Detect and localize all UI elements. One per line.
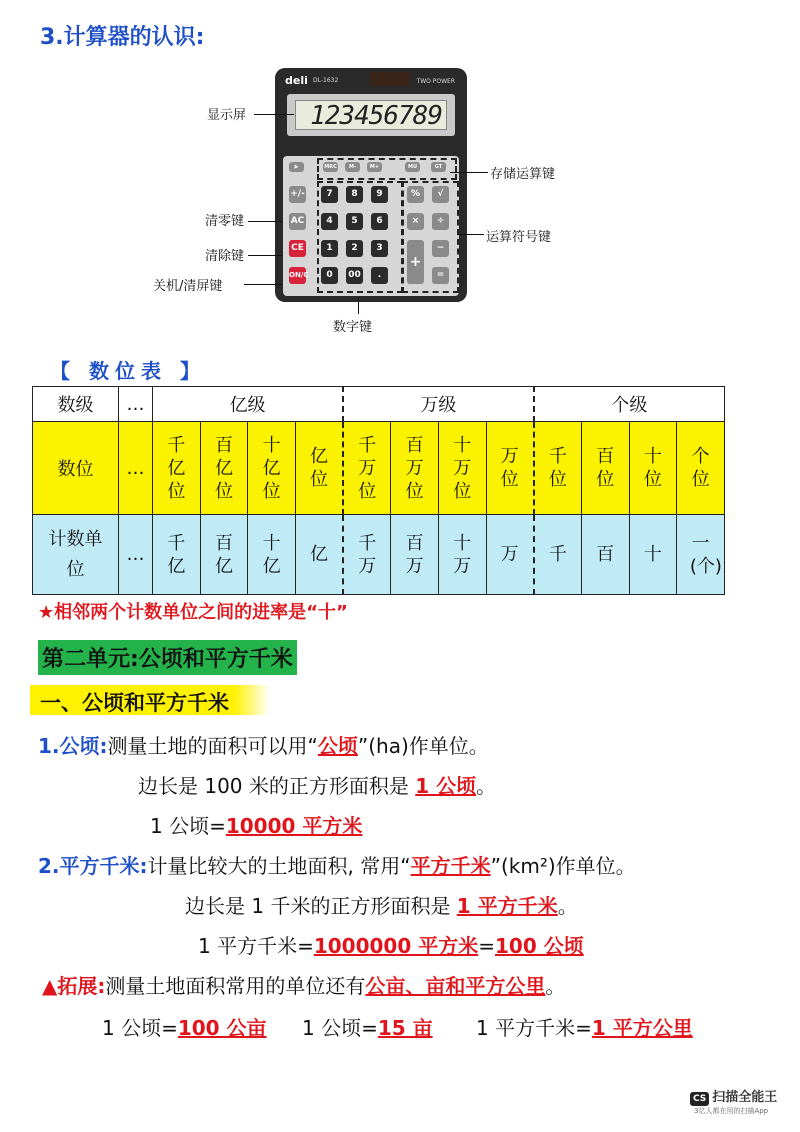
decimal-key: .	[371, 267, 388, 284]
pointer-line-display	[254, 114, 294, 115]
table-row-places	[33, 422, 725, 515]
label-memory: 存储运算键	[490, 167, 556, 182]
extend-label: ▲拓展:	[42, 974, 106, 998]
digit-7-key: 7	[321, 186, 338, 203]
cell-level-yi: 亿级	[153, 387, 344, 422]
label-ce: 清除键	[205, 249, 245, 264]
cell-unit: 千万	[343, 515, 391, 595]
cell-unit: 十	[629, 515, 677, 595]
cell-place: 百位	[581, 422, 629, 515]
label-ops: 运算符号键	[486, 230, 552, 245]
hectare-text-1: 测量土地的面积可以用“	[107, 734, 318, 758]
cell-place-head: 数位	[33, 422, 119, 515]
sqkm-line-1	[38, 850, 636, 879]
cell-unit: 一(个)	[677, 515, 725, 595]
digit-key-group	[317, 181, 403, 293]
cell-place: 万位	[486, 422, 534, 515]
multiply-key: ×	[407, 213, 424, 230]
scanner-watermark	[690, 1086, 777, 1106]
ce-key: CE	[289, 240, 306, 257]
minus-key: −	[432, 240, 449, 257]
extend-line-1	[42, 970, 565, 999]
sqkm-eq-a: 1 平方千米=	[198, 934, 314, 958]
label-display: 显示屏	[207, 108, 247, 123]
cell-unit: 百亿	[200, 515, 248, 595]
digit-4-key: 4	[321, 213, 338, 230]
pointer-line-ops	[458, 234, 484, 235]
unit-title: 第二单元:公顷和平方千米	[38, 640, 297, 675]
hectare-line-2	[138, 770, 496, 799]
hectare-term: 公顷	[317, 734, 358, 758]
cell-unit: 万	[486, 515, 534, 595]
hectare-def-a: 边长是 100 米的正方形面积是	[138, 774, 416, 798]
sqkm-text-2: ”(km²)作单位。	[490, 854, 636, 878]
solar-panel	[370, 72, 410, 86]
digit-0-key: 0	[321, 267, 338, 284]
extend-eq-3a: 1 平方千米=	[476, 1016, 592, 1040]
calculator-brand: deli	[285, 74, 308, 87]
sign-key: +/-	[289, 186, 306, 203]
ratio-note: ★相邻两个计数单位之间的进率是“十”	[38, 602, 348, 623]
hectare-text-2: ”(ha)作单位。	[357, 734, 489, 758]
calculator-display: 123456789	[295, 100, 447, 130]
cell-level-ellipsis: …	[119, 387, 153, 422]
cell-unit: 十万	[438, 515, 486, 595]
calculator-power: TWO POWER	[416, 78, 455, 85]
sub-title-bar	[30, 685, 270, 715]
divide-key: ÷	[432, 213, 449, 230]
digit-5-key: 5	[346, 213, 363, 230]
extend-eq-3	[476, 1012, 693, 1041]
cell-place: 个位	[677, 422, 725, 515]
cell-place: 百万位	[391, 422, 439, 515]
cell-place: 十万位	[438, 422, 486, 515]
pointer-line-digits	[358, 298, 359, 314]
extend-eq-1b: 100 公亩	[177, 1016, 267, 1040]
sqrt-key: √	[432, 186, 449, 203]
sqkm-text-1: 计量比较大的土地面积, 常用“	[147, 854, 411, 878]
cell-place: 千万位	[343, 422, 391, 515]
scanner-name: 扫描全能王	[712, 1090, 778, 1105]
sqkm-term: 平方千米	[410, 854, 491, 878]
sqkm-label: 2.平方千米:	[38, 854, 148, 878]
operator-key-group	[402, 181, 459, 293]
extend-end: 。	[545, 974, 566, 998]
cell-place: 十亿位	[248, 422, 296, 515]
label-digits: 数字键	[333, 320, 373, 335]
memory-key-group	[317, 158, 457, 180]
digit-8-key: 8	[346, 186, 363, 203]
cell-unit: …	[119, 515, 153, 595]
section-title: 3.计算器的认识:	[40, 25, 205, 50]
pointer-line-clear	[248, 221, 282, 222]
equals-key: =	[432, 267, 449, 284]
hectare-label: 1.公顷:	[38, 734, 108, 758]
hectare-line-3	[150, 810, 362, 839]
cell-place: 亿位	[295, 422, 343, 515]
digit-9-key: 9	[371, 186, 388, 203]
m-minus-key: M-	[345, 162, 360, 172]
label-onoff: 关机/清屏键	[153, 279, 223, 294]
cell-unit: 亿	[295, 515, 343, 595]
cell-place: 百亿位	[200, 422, 248, 515]
pointer-line-memory	[450, 172, 488, 173]
cell-place: …	[119, 422, 153, 515]
extend-eq-2	[302, 1012, 433, 1041]
table-row-levels	[33, 387, 725, 422]
digit-1-key: 1	[321, 240, 338, 257]
cell-level-ge: 个级	[534, 387, 725, 422]
extend-text: 测量土地面积常用的单位还有	[105, 974, 366, 998]
pointer-line-ce	[248, 255, 282, 256]
extend-eq-3b: 1 平方公里	[591, 1016, 693, 1040]
hectare-line-1	[38, 730, 489, 759]
arrow-key: ▶	[289, 162, 304, 172]
scanner-logo-icon: CS	[690, 1092, 709, 1106]
mrc-key: MRC	[324, 164, 337, 170]
extend-eq-1	[102, 1012, 267, 1041]
cell-place: 十位	[629, 422, 677, 515]
hectare-eq-a: 1 公顷=	[150, 814, 226, 838]
digit-2-key: 2	[346, 240, 363, 257]
hectare-def-c: 。	[476, 774, 497, 798]
label-clear: 清零键	[205, 214, 245, 229]
cell-unit: 百	[581, 515, 629, 595]
digit-00-key: 00	[346, 267, 363, 284]
digit-3-key: 3	[371, 240, 388, 257]
hectare-eq-b: 10000 平方米	[225, 814, 363, 838]
sqkm-def-b: 1 平方千米	[456, 894, 558, 918]
sqkm-def-a: 边长是 1 千米的正方形面积是	[185, 894, 457, 918]
cell-unit: 千	[534, 515, 582, 595]
place-value-table	[32, 386, 725, 595]
table-title: 【 数位表 】	[50, 359, 206, 383]
keypad-panel	[283, 156, 459, 296]
sqkm-eq-b: 1000000 平方米	[313, 934, 479, 958]
pointer-line-onoff	[244, 284, 282, 285]
ac-key: AC	[289, 213, 306, 230]
cell-level-wan: 万级	[343, 387, 534, 422]
cell-unit: 千亿	[153, 515, 201, 595]
percent-key: %	[407, 186, 424, 203]
calculator-image	[275, 68, 467, 302]
extend-eq-2a: 1 公顷=	[302, 1016, 378, 1040]
cell-unit: 十亿	[248, 515, 296, 595]
cell-unit-head: 计数单位	[33, 515, 119, 595]
cell-place: 千位	[534, 422, 582, 515]
calculator-model: DL-1632	[313, 77, 339, 84]
sqkm-line-2	[185, 890, 578, 919]
scanner-tagline: 3亿人都在用的扫描App	[694, 1107, 769, 1115]
extend-eq-1a: 1 公顷=	[102, 1016, 178, 1040]
cell-unit: 百万	[391, 515, 439, 595]
sub-title: 一、公顷和平方千米	[40, 691, 229, 715]
cell-level-head: 数级	[33, 387, 119, 422]
sqkm-line-3	[198, 930, 584, 959]
sqkm-def-c: 。	[557, 894, 578, 918]
extend-units: 公亩、亩和平方公里	[365, 974, 546, 998]
cell-place: 千亿位	[153, 422, 201, 515]
mu-key: MU	[405, 162, 420, 172]
sqkm-eq-c: =	[478, 934, 495, 958]
sqkm-eq-d: 100 公顷	[494, 934, 584, 958]
screen-frame	[287, 94, 455, 136]
on-c-key: ON/C	[289, 267, 306, 284]
m-plus-key: M+	[367, 162, 382, 172]
table-row-units	[33, 515, 725, 595]
digit-6-key: 6	[371, 213, 388, 230]
extend-eq-2b: 15 亩	[377, 1016, 433, 1040]
gt-key: GT	[431, 162, 446, 172]
plus-key: +	[407, 240, 424, 284]
hectare-def-b: 1 公顷	[415, 774, 477, 798]
